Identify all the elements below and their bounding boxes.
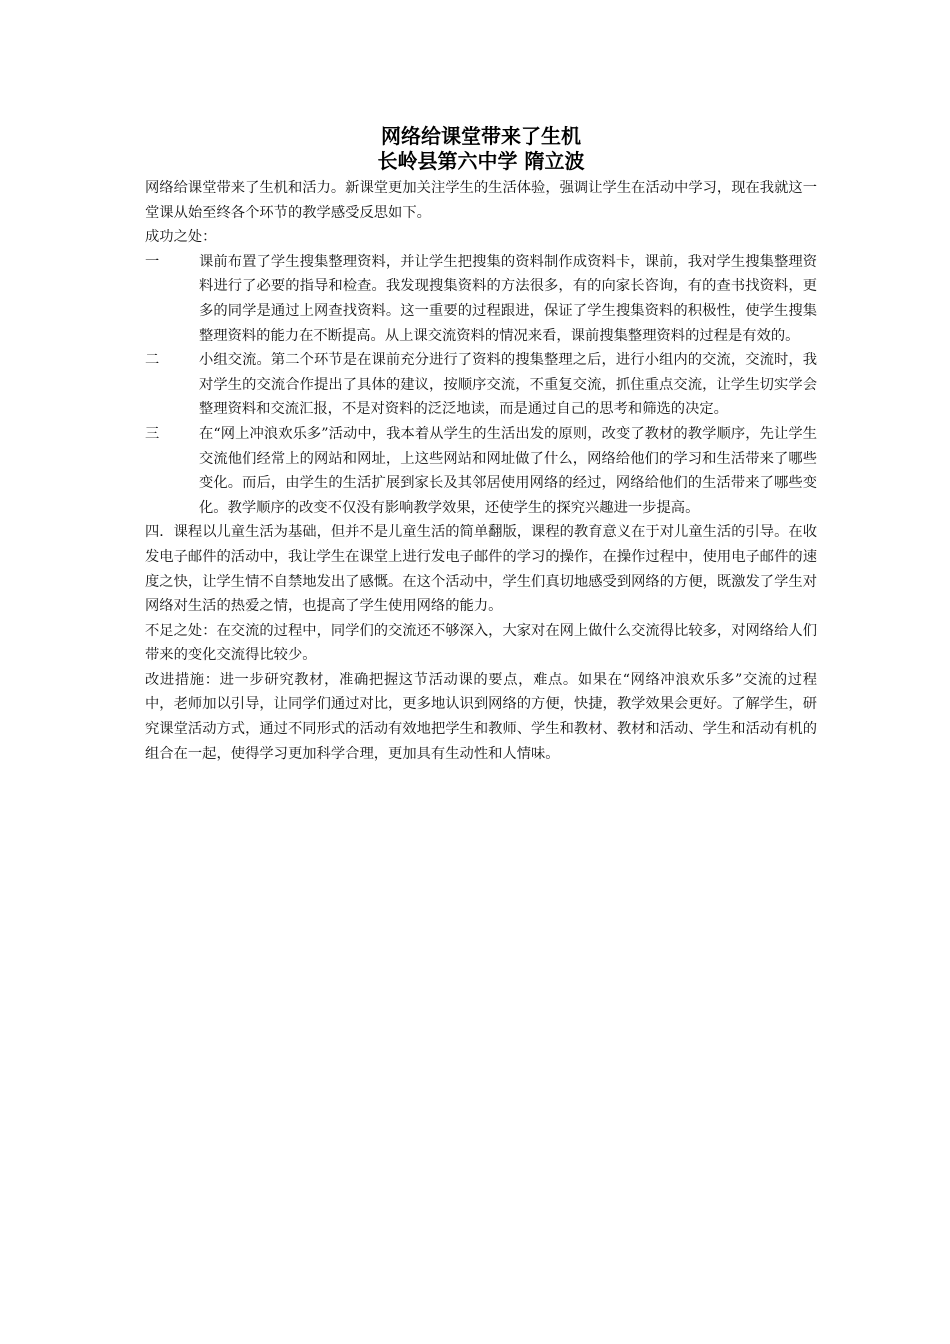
point-four: 四．课程以儿童生活为基础，但并不是儿童生活的简单翻版，课程的教育意义在于对儿童生活的引导。在收发电子邮件的活动中，我让学生在课堂上进行发电子邮件的学习的操作，在操作过程中，使用电子邮件的速度之快，让学生情不自禁地发出了感慨。在这个活动中，学生们真切地感受到网络的方便，既激发了学生对网络对生活的热爱之情，也提高了学生使用网络的能力。	[145, 524, 817, 615]
point-two-number: 二	[145, 352, 160, 369]
point-one	[145, 250, 817, 348]
intro-paragraph: 网络给课堂带来了生机和活力。新课堂更加关注学生的生活体验，强调让学生在活动中学习，现在我就这一堂课从始至终各个环节的教学感受反思如下。	[145, 180, 817, 221]
point-one-text: 课前布置了学生搜集整理资料，并让学生把搜集的资料制作成资料卡，课前，我对学生搜集整理资料进行了必要的指导和检查。我发现搜集资料的方法很多，有的向家长咨询，有的查书找资料，更多的同学是通过上网查找资料。这一重要的过程跟进，保证了学生搜集资料的积极性，使学生搜集整理资料的能力在不断提高。从上课交流资料的情况来看，课前搜集整理资料的过程是有效的。	[199, 253, 817, 344]
document-body	[145, 124, 817, 766]
point-two-text: 小组交流。第二个环节是在课前充分进行了资料的搜集整理之后，进行小组内的交流，交流时，我对学生的交流合作提出了具体的建议，按顺序交流，不重复交流，抓住重点交流，让学生切实学会整理资料和交流汇报，不是对资料的泛泛地读，而是通过自己的思考和筛选的决定。	[199, 352, 817, 418]
point-two	[145, 348, 817, 422]
point-one-number: 一	[145, 253, 160, 270]
improvement-paragraph: 改进措施：进一步研究教材，准确把握这节活动课的要点，难点。如果在“网络冲浪欢乐多”交流的过程中，老师加以引导，让同学们通过对比，更多地认识到网络的方便，快捷，教学效果会更好。了解学生，研究课堂活动方式，通过不同形式的活动有效地把学生和教师、学生和教材、教材和活动、学生和活动有机的组合在一起，使得学习更加科学合理，更加具有生动性和人情味。	[145, 671, 817, 762]
document-author: 长岭县第六中学 隋立波	[377, 149, 585, 173]
point-three-number: 三	[145, 425, 160, 442]
point-three-text: 在“网上冲浪欢乐多”活动中，我本着从学生的生活出发的原则，改变了教材的教学顺序，先让学生交流他们经常上的网站和网址，上这些网站和网址做了什么，网络给他们的学习和生活带来了哪些变化。而后，由学生的生活扩展到家长及其邻居使用网络的经过，网络给他们的生活带来了哪些变化。教学顺序的改变不仅没有影响教学效果，还使学生的探究兴趣进一步提高。	[199, 425, 817, 516]
title-block	[145, 124, 817, 174]
shortcoming-paragraph: 不足之处：在交流的过程中，同学们的交流还不够深入，大家对在网上做什么交流得比较多，对网络给人们带来的变化交流得比较少。	[145, 622, 817, 664]
point-three	[145, 422, 817, 520]
success-heading: 成功之处：	[145, 229, 217, 246]
document-title: 网络给课堂带来了生机	[381, 124, 581, 148]
